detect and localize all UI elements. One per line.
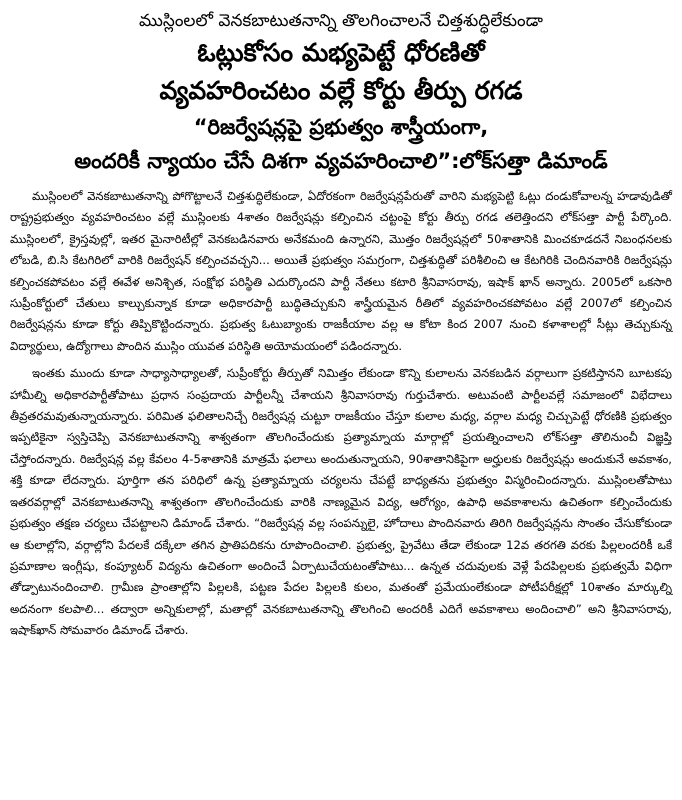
- headline: [10, 8, 672, 178]
- body-paragraph-2: ఇంతకు ముందు కూడా సాధ్యాసాధ్యాలతో, సుప్రీంకోర్టు తీర్పుతో నిమిత్తం లేకుండా కొన్ని కులాలను వెనకబడిన వర్గాలుగా ప్రకటిస్తానని బూటకపు హామీల్ని అధికారపార్టీతోపాటు ప్రధాన సంప్రదాయ పార్టీలన్నీ చేశాయని శ్రీనివాసరావు గుర్తుచేశారు. అటువంటి పార్టీలవల్లే సమాజంలో విభేదాలు తీవ్రతరమవుతున్నాయన్నారు. పరిమిత ఫలితాలనిచ్చే రిజర్వేషన్ల చుట్టూ రాజకీయం చేస్తూ కులాల మధ్య, వర్గాల మధ్య చిచ్చుపెట్టే ధోరణికి ప్రభుత్వం ఇప్పటికైనా స్వస్తిచెప్పి వెనకబాటుతనాన్ని శాశ్వతంగా తొలగించేందుకు ప్రత్యామ్నాయ మార్గాల్లో ప్రయత్నించాలని లోక్‌సత్తా తొలినుంచీ విజ్ఞప్తి చేస్తోందన్నారు. రిజర్వేషన్ల వల్ల కేవలం 4-5శాతానికి మాత్రమే ఫలాలు అందుతున్నాయని, 90శాతానికిపైగా అర్హులకు రిజర్వేషన్లు అందుకునే అవకాశం, శక్తి కూడా లేదన్నారు. పూర్తిగా తన పరిధిలో ఉన్న ప్రత్యామ్నాయ చర్యలను చేపట్టే బాధ్యతను ప్రభుత్వం విస్మరించిందన్నారు. ముస్లింలతోపాటు ఇతరవర్గాల్లో వెనకబాటుతనాన్ని శాశ్వతంగా తొలగించేందుకు వారికి నాణ్యమైన విద్య, ఆరోగ్యం, ఉపాధి అవకాశాలను ఉచితంగా కల్పించేందుకు ప్రభుత్వం తక్షణ చర్యలు చేపట్టాలని డిమాండ్ చేశారు. “రిజర్వేషన్ల వల్ల సంపన్నులై, హోదాలు పొందినవారు తిరిగి రిజర్వేషన్లను సొంతం చేసుకోకుండా ఆ కులాల్లోని, వర్గాల్లోని పేదలకే దక్కేలా తగిన ప్రాతిపదికను రూపొందించాలి. ప్రభుత్వ, ప్రైవేటు తేడా లేకుండా 12వ తరగతి వరకు పిల్లలందరికీ ఒకే ప్రమాణాల ఇంగ్లీషు, కంప్యూటర్ విద్యను ఉచితంగా అందించే ఏర్పాటుచేయటంతోపాటు... ఉన్నత చదువులకు వెళ్లే పేదపిల్లలకు ప్రభుత్వమే విధిగా తోడ్పాటునందించాలి. గ్రామీణ ప్రాంతాల్లోని పిల్లలకి, పట్టణ పేదల పిల్లలకి కులం, మతంతో ప్రమేయంలేకుండా పోటీపరీక్షల్లో 10శాతం మార్కుల్ని అదనంగా కలపాలి... తద్వారా అన్నికులాల్లో, మతాల్లో వెనకబాటుతనాన్ని తొలగించి అందరికీ ఎదిగే అవకాశాలు అందించాలి” అని శ్రీనివాసరావు, ఇషాక్‌ఖాన్ సోమవారం డిమాండ్ చేశారు.: [10, 366, 672, 638]
- headline-quote-line-2: అందరికీ న్యాయం చేసే దిశగా వ్యవహరించాలి”:లోక్‌సత్తా డిమాండ్: [74, 149, 608, 173]
- headline-quote-line-1: “రిజర్వేషన్లపై ప్రభుత్వం శాస్త్రీయంగా,: [193, 115, 489, 139]
- body-paragraph-1: ముస్లింలలో వెనకబాటుతనాన్ని పోగొట్టాలనే చిత్తశుద్ధిలేకుండా, ఏదోరకంగా రిజర్వేషన్లపేరుతో వారిని మభ్యపెట్టి ఓట్లు దండుకోవాలన్న హడావుడితో రాష్ట్రప్రభుత్వం వ్యవహరించటం వల్లే ముస్లింలకు 4శాతం రిజర్వేషన్లు కల్పించిన చట్టంపై కోర్టు తీర్పు రగడ తలెత్తిందని లోక్‌సత్తా పార్టీ పేర్కొంది. ముస్లింలలో, క్రైస్తవుల్లో, ఇతర మైనారిటీల్లో వెనకబడినవారు అనేకమంది ఉన్నారని, మొత్తం రిజర్వేషన్లలో 50శాతానికి మించకూడదనే నిబంధనలకు లోబడి, బి.సి కేటగిరిలో వారికి రిజర్వేషన్ కల్పించవచ్చని... అయితే ప్రభుత్వం సమగ్రంగా, చిత్తశుద్ధితో పరిశీలించి ఆ కేటగిరికి చెందినవారికి రిజర్వేషన్లు కల్పించకపోవటం వల్లే ఈవేళ అనిశ్చిత, సంక్షోభ పరిస్థితి ఎదుర్కొందని పార్టీ నేతలు కటారి శ్రీనివాసరావు, ఇషాక్ ఖాన్ అన్నారు. 2005లో ఒకసారి సుప్రీంకోర్టులో చేతులు కాల్చుకున్నాక కూడా అధికారపార్టీ బుద్ధితెచ్చుకుని శాస్త్రీయమైన రీతిలో వ్యవహరించకపోవటం వల్లే 2007లో కల్పించిన రిజర్వేషన్లను కూడా కోర్టు తిప్పికొట్టిందన్నారు. ప్రభుత్వ ఓటుబ్యాంకు రాజకీయాల వల్ల ఆ కోటా కింద 2007 నుంచి కళాశాలల్లో సీట్లు తెచ్చుకున్న విద్యార్థులు, ఉద్యోగాలు పొందిన ముస్లిం యువత పరిస్థితి అయోమయంలో పడిందన్నారు.: [10, 189, 672, 353]
- headline-line-2: ఓట్లుకోసం మభ్యపెట్టే ధోరణితో: [197, 38, 485, 67]
- headline-line-1: ముస్లింలలో వెనకబాటుతనాన్ని తొలగించాలనే చిత్తశుద్ధిలేకుండా: [139, 11, 543, 31]
- headline-line-3: వ్యవహరించటం వల్లే కోర్టు తీర్పు రగడ: [159, 76, 523, 105]
